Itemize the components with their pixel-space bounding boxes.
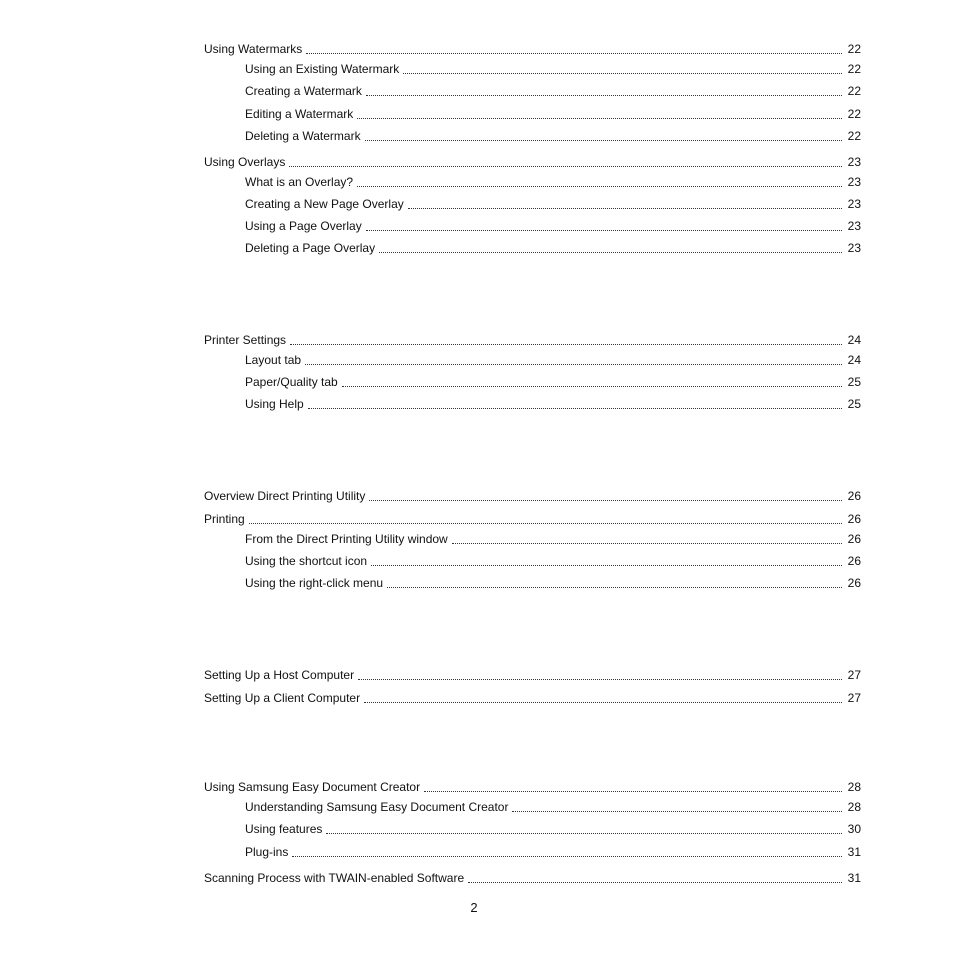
dot-leader (358, 669, 842, 680)
dot-leader (403, 63, 842, 74)
toc-entry-page: 30 (847, 822, 861, 836)
toc-subentry[interactable] (245, 531, 861, 547)
toc-entry-label: Using a Page Overlay (245, 219, 362, 233)
toc-entry-label: What is an Overlay? (245, 175, 354, 189)
dot-leader (306, 43, 842, 54)
toc-entry-label: Creating a Watermark (245, 84, 362, 98)
toc-entry[interactable] (204, 41, 861, 57)
toc-subentry[interactable] (245, 575, 861, 591)
toc-subentry[interactable] (245, 106, 861, 122)
toc-subentry[interactable] (245, 240, 861, 256)
toc-entry-label: Using an Existing Watermark (245, 62, 400, 76)
toc-entry-page: 25 (847, 397, 861, 411)
toc-entry-page: 22 (847, 62, 861, 76)
toc-entry-label: Using features (245, 822, 323, 836)
toc-entry-label: Deleting a Watermark (245, 129, 361, 143)
toc-subentry[interactable] (245, 799, 861, 815)
toc-entry-label: Using Help (245, 397, 304, 411)
toc-subentry[interactable] (245, 553, 861, 569)
toc-entry-page: 26 (847, 554, 861, 568)
toc-entry[interactable] (204, 332, 861, 348)
toc-entry-page: 23 (847, 155, 861, 169)
toc-subentry[interactable] (245, 396, 861, 412)
toc-entry[interactable] (204, 690, 861, 706)
toc-entry-page: 22 (847, 42, 861, 56)
dot-leader (512, 801, 842, 812)
toc-subentry[interactable] (245, 128, 861, 144)
toc-entry-page: 23 (847, 175, 861, 189)
toc-entry-page: 23 (847, 219, 861, 233)
dot-leader (424, 781, 842, 792)
dot-leader (468, 872, 842, 883)
toc-entry-label: Printer Settings (204, 333, 287, 347)
toc-subentry[interactable] (245, 352, 861, 368)
toc-subentry[interactable] (245, 821, 861, 837)
toc-entry-label: Using Overlays (204, 155, 286, 169)
toc-subentry[interactable] (245, 218, 861, 234)
toc-entry-label: Editing a Watermark (245, 107, 354, 121)
toc-entry-page: 26 (847, 489, 861, 503)
toc-entry-page: 31 (847, 871, 861, 885)
toc-entry-label: Using the right-click menu (245, 576, 384, 590)
dot-leader (249, 513, 842, 524)
dot-leader (366, 85, 842, 96)
toc-entry-label: Creating a New Page Overlay (245, 197, 404, 211)
toc-entry-page: 27 (847, 691, 861, 705)
toc-entry-page: 22 (847, 129, 861, 143)
toc-entry[interactable] (204, 154, 861, 170)
toc-entry[interactable] (204, 488, 861, 504)
toc-entry-page: 27 (847, 668, 861, 682)
dot-leader (366, 220, 842, 231)
dot-leader (357, 108, 842, 119)
toc-entry-page: 24 (847, 333, 861, 347)
dot-leader (342, 376, 842, 387)
toc-entry-label: Overview Direct Printing Utility (204, 489, 366, 503)
toc-entry-page: 26 (847, 512, 861, 526)
toc-entry[interactable] (204, 511, 861, 527)
toc-subentry[interactable] (245, 374, 861, 390)
dot-leader (326, 823, 842, 834)
toc-entry-label: Using the shortcut icon (245, 554, 368, 568)
toc-entry-page: 23 (847, 241, 861, 255)
toc-entry-page: 26 (847, 576, 861, 590)
dot-leader (289, 156, 842, 167)
toc-entry-page: 22 (847, 107, 861, 121)
page-number: 2 (470, 900, 478, 915)
dot-leader (364, 692, 842, 703)
dot-leader (387, 577, 842, 588)
dot-leader (452, 533, 842, 544)
toc-entry-label: Deleting a Page Overlay (245, 241, 376, 255)
toc-entry-label: Using Watermarks (204, 42, 303, 56)
toc-entry-label: Setting Up a Client Computer (204, 691, 361, 705)
dot-leader (379, 242, 842, 253)
toc-entry-label: Layout tab (245, 353, 302, 367)
toc-entry[interactable] (204, 667, 861, 683)
dot-leader (308, 398, 842, 409)
toc-entry-label: Understanding Samsung Easy Document Creator (245, 800, 509, 814)
dot-leader (305, 354, 842, 365)
toc-entry-label: Paper/Quality tab (245, 375, 338, 389)
toc-entry-page: 31 (847, 845, 861, 859)
dot-leader (408, 198, 842, 209)
toc-subentry[interactable] (245, 844, 861, 860)
toc-entry-page: 23 (847, 197, 861, 211)
toc-entry[interactable] (204, 779, 861, 795)
toc-entry-label: Setting Up a Host Computer (204, 668, 355, 682)
toc-entry-page: 24 (847, 353, 861, 367)
dot-leader (369, 490, 842, 501)
toc-entry-page: 25 (847, 375, 861, 389)
toc-entry-page: 22 (847, 84, 861, 98)
toc-entry-label: Using Samsung Easy Document Creator (204, 780, 421, 794)
toc-entry-label: Plug-ins (245, 845, 289, 859)
toc-subentry[interactable] (245, 174, 861, 190)
toc-subentry[interactable] (245, 61, 861, 77)
dot-leader (292, 846, 842, 857)
toc-entry-label: Scanning Process with TWAIN-enabled Software (204, 871, 465, 885)
toc-subentry[interactable] (245, 83, 861, 99)
dot-leader (290, 334, 842, 345)
toc-entry-page: 26 (847, 532, 861, 546)
toc-entry-page: 28 (847, 800, 861, 814)
dot-leader (365, 130, 842, 141)
toc-entry-label: From the Direct Printing Utility window (245, 532, 448, 546)
dot-leader (371, 555, 842, 566)
toc-subentry[interactable] (245, 196, 861, 212)
toc-entry-label: Printing (204, 512, 245, 526)
toc-entry-page: 28 (847, 780, 861, 794)
dot-leader (357, 176, 842, 187)
toc-entry[interactable] (204, 870, 861, 886)
